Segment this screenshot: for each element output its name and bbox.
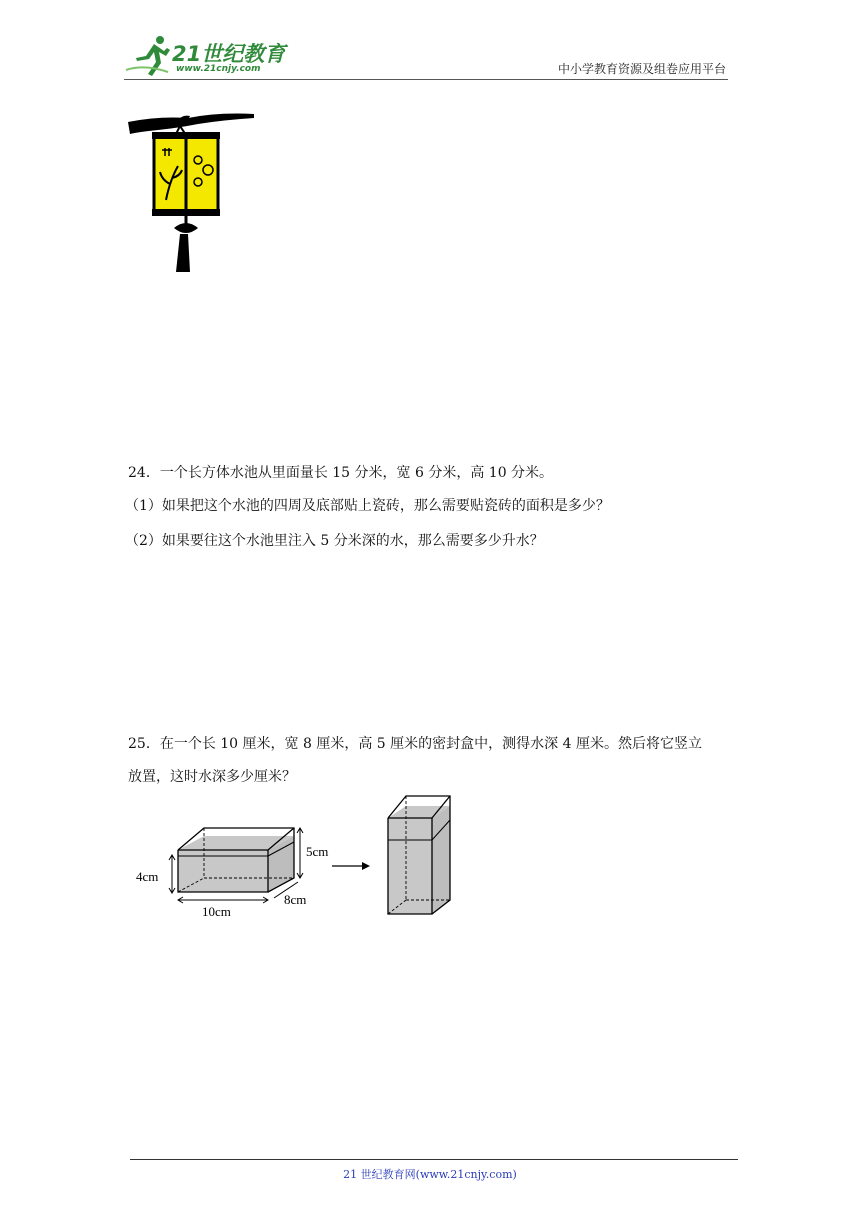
question-25-line-1: 25．在一个长 10 厘米，宽 8 厘米，高 5 厘米的密封盒中，测得水深 4 厘米。然后将它竖立 [128,736,702,752]
question-25-line-2: 放置，这时水深多少厘米？ [128,769,296,785]
footer-divider [130,1159,738,1160]
arrow-right-icon [332,862,370,870]
label-width: 8cm [284,892,307,907]
runner-icon [126,36,170,76]
logo-text: 21世纪教育 [172,42,286,66]
logo-url: www.21cnjy.com [176,64,261,74]
box-diagram [128,792,468,922]
header-tagline: 中小学教育资源及组卷应用平台 [557,62,726,76]
question-24-part-1: （1）如果把这个水池的四周及底部贴上瓷砖，那么需要贴瓷砖的面积是多少？ [125,498,610,514]
question-24-part-2: （2）如果要往这个水池里注入 5 分米深的水，那么需要多少升水？ [125,533,544,549]
question-24-title: 24．一个长方体水池从里面量长 15 分米，宽 6 分米，高 10 分米。 [128,465,554,481]
vertical-box [388,796,450,914]
label-water-depth: 4cm [136,869,159,884]
horizontal-box [169,828,303,903]
label-length: 10cm [202,904,231,919]
footer-text: 21 世纪教育网(www.21cnjy.com) [343,1168,517,1181]
header-divider [124,79,728,80]
lantern-illustration [128,110,258,278]
label-height: 5cm [306,844,329,859]
